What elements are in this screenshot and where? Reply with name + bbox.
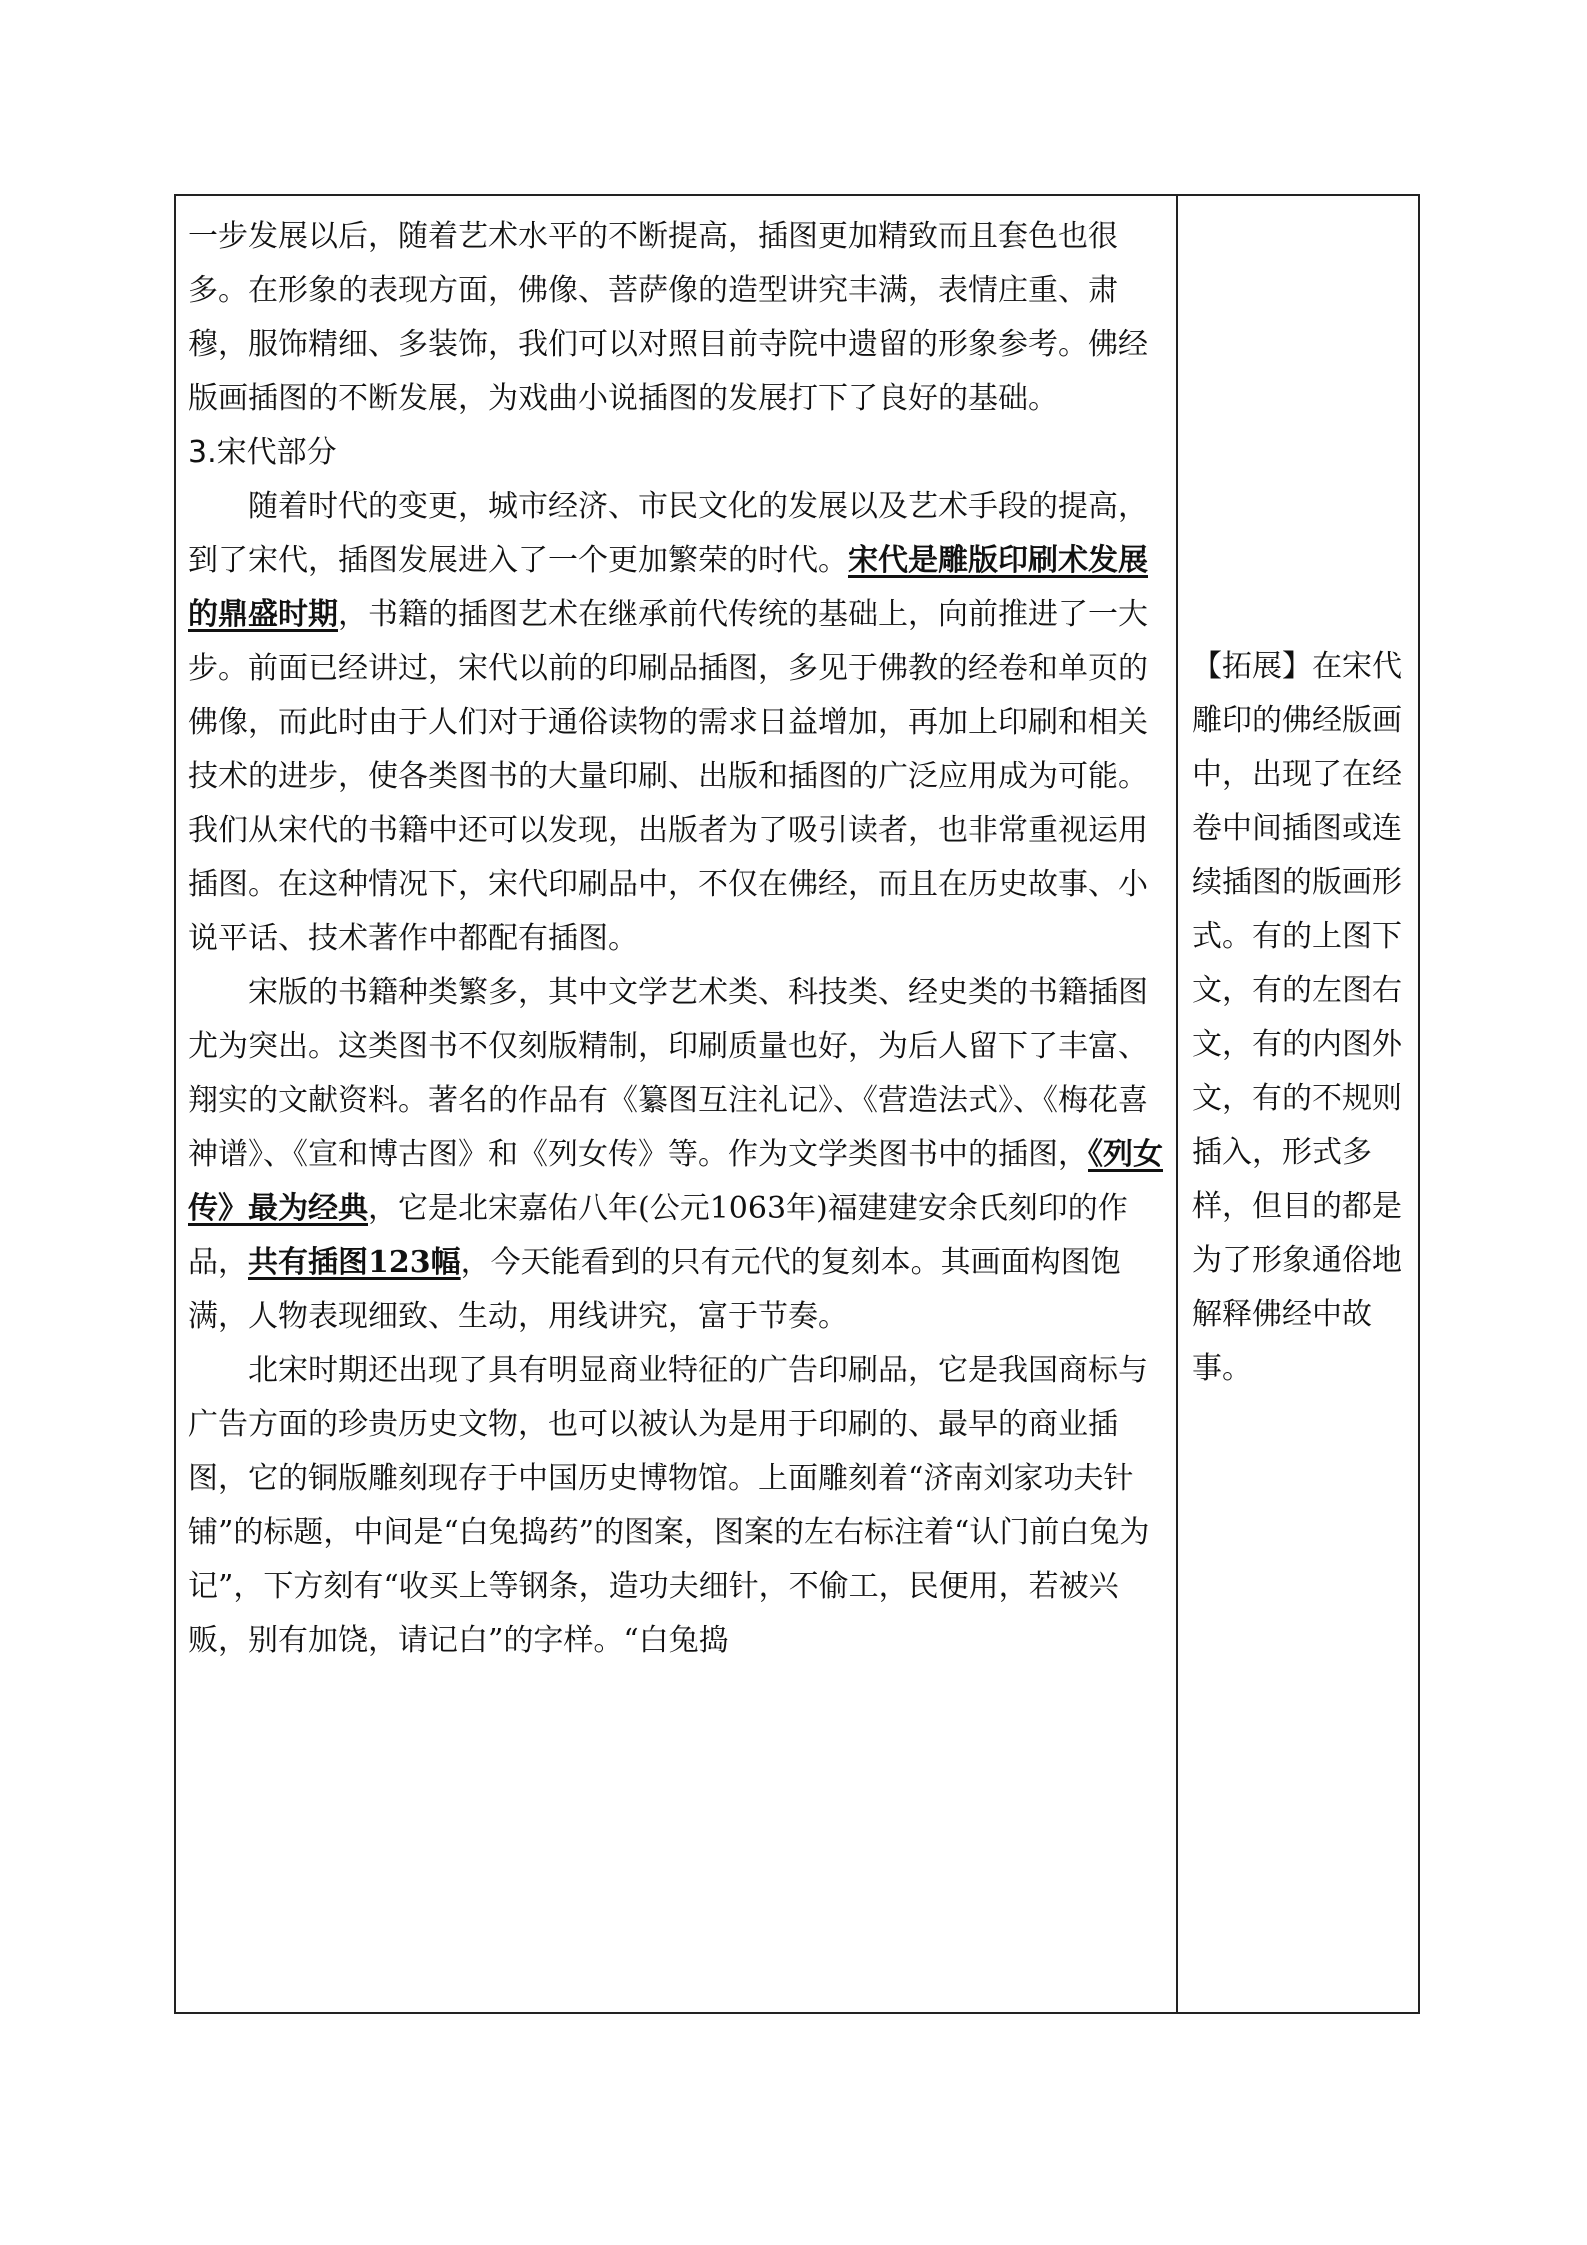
column-divider xyxy=(1176,196,1178,2012)
main-text-column xyxy=(188,210,1163,1668)
emphasis-text: 共有插图123幅 xyxy=(248,1245,461,1280)
text-span: 随着时代的变更，城市经济、市民文化的发展以及艺术手段的提高，到了宋代，插图发展进入了一个更加繁荣的时代。 xyxy=(188,489,1148,578)
side-note-column xyxy=(1192,640,1406,1396)
text-span: ，它是北宋嘉佑八年(公元1063年)福建建安余氏刻印的作品， xyxy=(188,1191,1128,1280)
text-span: ，书籍的插图艺术在继承前代传统的基础上，向前推进了一大步。前面已经讲过，宋代以前的印刷品插图，多见于佛教的经卷和单页的佛像，而此时由于人们对于通俗读物的需求日益增加，再加上印刷和相关技术的进步，使各类图书的大量印刷、出版和插图的广泛应用成为可能。我们从宋代的书籍中还可以发现，出版者为了吸引读者，也非常重视运用插图。在这种情况下，宋代印刷品中，不仅在佛经，而且在历史故事、小说平话、技术著作中都配有插图。 xyxy=(188,597,1148,956)
paragraph-song-era xyxy=(188,480,1163,966)
text-span: 宋版的书籍种类繁多，其中文学艺术类、科技类、经史类的书籍插图尤为突出。这类图书不仅刻版精制，印刷质量也好，为后人留下了丰富、翔实的文献资料。著名的作品有《纂图互注礼记》、《营造法式》、《梅花喜神谱》、《宣和博古图》和《列女传》等。作为文学类图书中的插图， xyxy=(188,975,1148,1172)
expansion-note: 【拓展】在宋代雕印的佛经版画中，出现了在经卷中间插图或连续插图的版画形式。有的上图下文，有的左图右文，有的内图外文，有的不规则插入，形式多样，但目的都是为了形象通俗地解释佛经中故事。 xyxy=(1192,649,1402,1386)
emphasis-text: 宋代是雕版印刷术发展的鼎盛时期 xyxy=(188,543,1148,632)
emphasis-text: 《列女传》最为经典 xyxy=(188,1137,1163,1226)
paragraph-buddhist-illustration: 一步发展以后，随着艺术水平的不断提高，插图更加精致而且套色也很多。在形象的表现方面，佛像、菩萨像的造型讲究丰满，表情庄重、肃穆，服饰精细、多装饰，我们可以对照目前寺院中遗留的形象参考。佛经版画插图的不断发展，为戏曲小说插图的发展打下了良好的基础。 xyxy=(188,219,1148,416)
paragraph-song-books xyxy=(188,966,1163,1344)
text-span: ，今天能看到的只有元代的复刻本。其画面构图饱满，人物表现细致、生动，用线讲究，富于节奏。 xyxy=(188,1245,1121,1334)
paragraph-advertising: 北宋时期还出现了具有明显商业特征的广告印刷品，它是我国商标与广告方面的珍贵历史文物，也可以被认为是用于印刷的、最早的商业插图，它的铜版雕刻现存于中国历史博物馆。上面雕刻着“济南刘家功夫针铺”的标题，中间是“白兔捣药”的图案，图案的左右标注着“认门前白兔为记”，下方刻有“收买上等钢条，造功夫细针，不偷工，民便用，若被兴贩，别有加饶，请记白”的字样。“白兔捣 xyxy=(188,1353,1150,1658)
content-table xyxy=(174,194,1420,2014)
section-heading-song: 3.宋代部分 xyxy=(188,435,337,470)
